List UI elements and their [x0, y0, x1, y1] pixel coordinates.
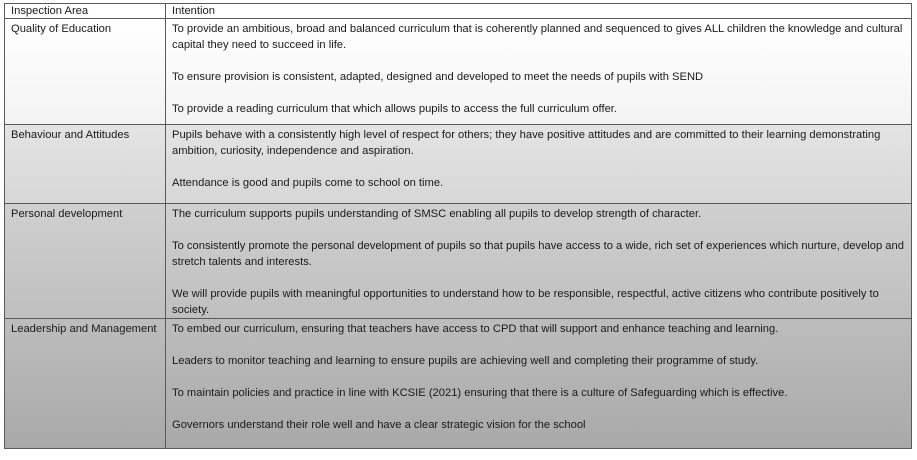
table-row-quality-of-education [5, 19, 912, 125]
table-row-personal-development [5, 204, 912, 319]
intention-text: To embed our curriculum, ensuring that teachers have access to CPD that will support and enhance teaching and learning. [172, 323, 779, 335]
intention-cell [166, 125, 912, 204]
intention-text: To provide a reading curriculum that which allows pupils to access the full curriculum offer. [172, 103, 618, 115]
area-cell: Behaviour and Attitudes [5, 125, 166, 204]
intention-text: To ensure provision is consistent, adapted, designed and developed to meet the needs of pupils with SEND [172, 71, 704, 83]
intention-cell [166, 319, 912, 449]
intention-cell [166, 204, 912, 319]
intention-text: Leaders to monitor teaching and learning to ensure pupils are achieving well and completing their programme of study. [172, 355, 759, 367]
header-intention: Intention [166, 4, 912, 19]
intention-cell [166, 19, 912, 125]
inspection-table [4, 3, 912, 449]
table-header-row [5, 4, 912, 19]
intention-text: Attendance is good and pupils come to school on time. [172, 177, 444, 189]
header-inspection-area: Inspection Area [5, 4, 166, 19]
intention-text: To consistently promote the personal development of pupils so that pupils have access to a wide, rich set of experiences which nurture, develop and stretch talents and interests. [172, 240, 904, 268]
intention-text: We will provide pupils with meaningful opportunities to understand how to be responsible, respectful, active citizens who contribute positively to society. [172, 288, 879, 316]
table-row-leadership-and-management [5, 319, 912, 449]
intention-text: To maintain policies and practice in line with KCSIE (2021) ensuring that there is a culture of Safeguarding which is effective. [172, 387, 788, 399]
intention-text: To provide an ambitious, broad and balanced curriculum that is coherently planned and sequenced to gives ALL children the knowledge and cultural capital they need to succeed in life. [172, 23, 903, 51]
table-row-behaviour-and-attitudes [5, 125, 912, 204]
area-cell: Quality of Education [5, 19, 166, 125]
intention-text: Pupils behave with a consistently high level of respect for others; they have positive attitudes and are committed to their learning demonstrating ambition, curiosity, independence and aspiration. [172, 129, 881, 157]
area-cell: Leadership and Management [5, 319, 166, 449]
intention-text: The curriculum supports pupils understanding of SMSC enabling all pupils to develop strength of character. [172, 208, 702, 220]
area-cell: Personal development [5, 204, 166, 319]
intention-text: Governors understand their role well and have a clear strategic vision for the school [172, 419, 586, 431]
